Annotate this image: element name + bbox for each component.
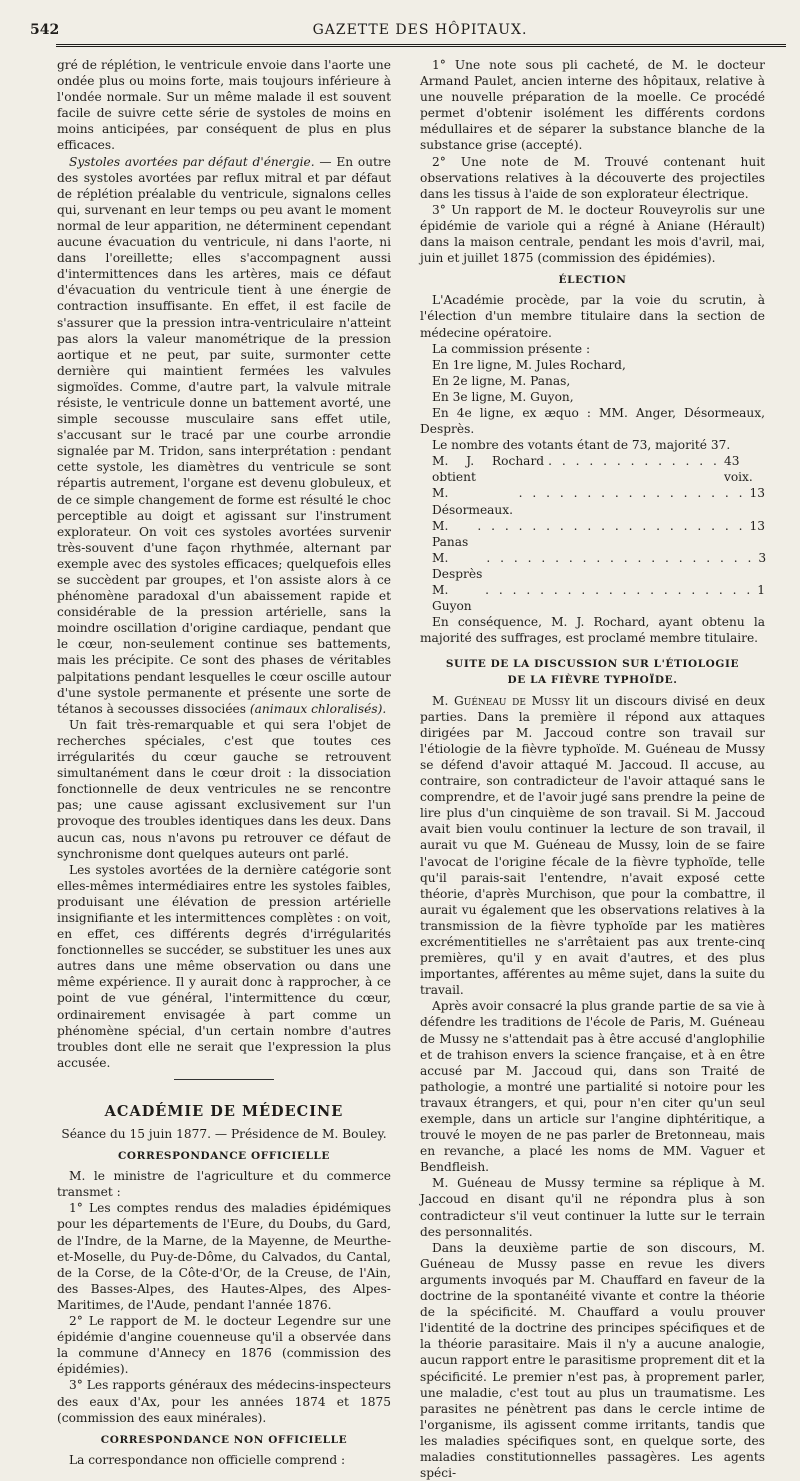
paragraph: 3° Un rapport de M. le docteur Rouveyrolis sur une épidémie de variole qui a régné à Aniane (Hérault) dans la maison centrale, pendant les mois d'avril, mai, juin et juillet 1875 (commission des épidémies). <box>420 202 765 266</box>
vote-name: M. Guyon <box>432 583 472 614</box>
list-item: En 2e ligne, M. Panas, <box>432 373 571 388</box>
nonofficial-correspondence-title: CORRESPONDANCE NON OFFICIELLE <box>100 1433 348 1446</box>
paragraph: Après avoir consacré la plus grande partie de sa vie à défendre les traditions de l'école de Paris, M. Guéneau de Mussy ne s'attendait pas à être accusé d'anglophilie et de trahison envers la science française, et à en être accusé par M. Jaccoud qui, dans son Traité de pathologie, a montré une partialité si notoire pour les travaux étrangers, et qui, pour n'en citer qu'un seul exemple, dans un article sur l'angine diphtéritique, a trouvé le moyen de ne pas parler de Bretonneau, mais en revanche, a placé les noms de MM. Vaguer et Bendfleish. <box>420 999 765 1175</box>
vote-results <box>420 453 765 614</box>
paragraph <box>420 693 765 999</box>
vote-row: M. J. Rochard obtient . . . . . . . . . . . . . 43 voix. <box>420 453 765 485</box>
left-column <box>57 57 391 1468</box>
session-line: Séance du 15 juin 1877. — Présidence de M. Bouley. <box>61 1127 387 1141</box>
vote-name: M. Panas <box>432 518 469 549</box>
paragraph: M. le ministre de l'agriculture et du commerce transmet : <box>57 1169 391 1200</box>
section-heading-italic: Systoles avortées par défaut d'énergie. <box>69 154 315 169</box>
discussion-title <box>420 656 765 688</box>
vote-count: 3 <box>758 550 767 565</box>
speaker-name: M. Guéneau de Mussy <box>432 693 570 708</box>
paragraph: Un fait très-remarquable et qui sera l'objet de recherches spéciales, c'est que toutes ces irrégularités du cœur gauche se retrouvent simultanément dans le cœur droit : la dissociation fonctionnelle de deux ventricules ne se rencontre pas; une cause agissant exclusivement sur l'un provoque des troubles identiques dans les deux. Dans aucun cas, nous n'avons pu retrouver ce défaut de synchronisme dont quelques auteurs ont parlé. <box>57 717 391 861</box>
paragraph: 1° Les comptes rendus des maladies épidémiques pour les départements de l'Eure, du Doubs, du Gard, de l'Indre, de la Marne, de la Mayenne, de Meurthe-et-Moselle, du Puy-de-Dôme, du Calvados, du Cantal, de la Corse, de la Côte-d'Or, de la Creuse, de l'Ain, des Basses-Alpes, des Hautes-Alpes, des Alpes-Maritimes, de l'Aude, pendant l'année 1876. <box>57 1201 391 1312</box>
paragraph: La correspondance non officielle comprend : <box>69 1452 346 1467</box>
running-title: GAZETTE DES HÔPITAUX. <box>312 22 528 38</box>
vote-row: M. Guyon . . . . . . . . . . . . . . . . . . . . 1 <box>420 582 765 614</box>
paragraph: En conséquence, M. J. Rochard, ayant obtenu la majorité des suffrages, est proclamé membre titulaire. <box>420 615 765 646</box>
paragraph: La commission présente : <box>432 341 591 356</box>
paragraph: L'Académie procède, par la voie du scrutin, à l'élection d'un membre titulaire dans la section de médecine opératoire. <box>420 293 765 340</box>
election-title: ÉLECTION <box>558 274 627 287</box>
vote-row: M. Panas . . . . . . . . . . . . . . . . . . . . 13 <box>420 518 765 550</box>
paragraph-text-italic: (animaux chloralisés). <box>249 701 387 716</box>
paragraph: 2° Le rapport de M. le docteur Legendre sur une épidémie d'angine couenneuse qu'il a observée dans la commune d'Annecy en 1876 (commission des épidémies). <box>57 1314 391 1377</box>
list-item: En 4e ligne, ex æquo : MM. Anger, Désormeaux, Desprès. <box>420 405 765 437</box>
vote-name: M. Desprès <box>432 550 483 581</box>
discussion-title-line: DE LA FIÈVRE TYPHOÏDE. <box>507 674 678 687</box>
vote-count: 43 voix. <box>723 454 753 485</box>
vote-name: M. J. Rochard obtient <box>432 454 545 485</box>
vote-count: 13 <box>749 486 765 501</box>
paragraph: M. Guéneau de Mussy termine sa réplique à M. Jaccoud en disant qu'il ne répondra plus à son contradicteur s'il veut continuer la lutte sur le terrain des personnalités. <box>420 1176 765 1239</box>
vote-row: M. Désormeaux. . . . . . . . . . . . . . . . . . 13 <box>420 485 765 517</box>
paragraph: gré de réplétion, le ventricule envoie dans l'aorte une ondée plus ou moins forte, mais toujours inférieure à l'ondée normale. Sur un même malade il est souvent facile de suivre cette série de systoles de moins en moins anticipées, par conséquent de plus en plus efficaces. <box>57 58 391 153</box>
paragraph-text: — En outre des systoles avortées par reflux mitral et par défaut de réplétion préalable du ventricule, signalons celles qui, survenant en leur temps ou peu avant le moment normal de leur apparition, ne déterminent cependant aucune évacuation du ventricule, ni dans l'aorte, ni dans l'oreillette; elles s'accompagnent aussi d'intermittences dans les artères, mais ce défaut d'évacuation du ventricule tient à une énergie de contraction insuffisante. En effet, il est facile de s'assurer que la pression intra-ventriculaire n'atteint pas alors la valeur manométrique de la pression aortique et ne peut, par suite, surmonter cette dernière qui maintient fermées les valvules sigmoïdes. Comme, d'autre part, la valvule mitrale résiste, le ventricule donne un battement avorté, une simple secousse musculaire sans effet utile, s'accusant sur le tracé par une courbe arrondie signalée par M. Tridon, sans interprétation : pendant cette systole, les diamètres du ventricule se sont répartis autrement, l'organe est devenu globuleux, et de ce simple changement de forme est résulté le choc perceptible au doigt et agissant sur l'instrument explorateur. On voit ces systoles avortées survenir très-souvent d'une façon rhythmée, alternant par exemple avec des systoles efficaces; quelquefois elles se succèdent par groupes, et l'on assiste alors à ce phénomène paradoxal d'un abaissement rapide et considérable de la pression artérielle, sans la moindre oscillation d'origine cardiaque, pendant que le cœur, non-seulement continue ses battements, mais les précipite. Ce sont des phases de véritables palpitations pendant lesquelles le cœur oscille autour d'une systole permanente et présente une sorte de tétanos à secousses dissociées <box>57 154 391 716</box>
official-correspondence-title: CORRESPONDANCE OFFICIELLE <box>117 1150 331 1163</box>
discussion-title-line: SUITE DE LA DISCUSSION SUR L'ÉTIOLOGIE <box>445 658 740 671</box>
header-rule <box>56 44 786 47</box>
list-item: En 3e ligne, M. Guyon, <box>432 389 574 404</box>
paragraph: Les systoles avortées de la dernière catégorie sont elles-mêmes intermédiaires entre les systoles faibles, produisant une élévation de pression artérielle insignifiante et les intermittences complètes : on voit, en effet, ces différents degrés d'irrégularités fonctionnelles se succéder, se substituer les unes aux autres dans une même observation ou dans une même expérience. Il y aurait donc à rapprocher, à ce point de vue général, l'intermittence du cœur, ordinairement envisagée à part comme un phénomène spécial, d'un certain nombre d'autres troubles dont elle ne serait que l'expression la plus accusée. <box>57 862 391 1070</box>
page-number: 542 <box>30 22 60 38</box>
vote-name: M. Désormeaux. <box>432 486 514 517</box>
paragraph: 1° Une note sous pli cacheté, de M. le docteur Armand Paulet, ancien interne des hôpitaux, relative à une nouvelle préparation de la moelle. Ce procédé permet d'obtenir isolément les différents cordons médullaires et de séparer la substance blanche de la substance grise (accepté). <box>420 58 765 153</box>
paragraph: 3° Les rapports généraux des médecins-inspecteurs des eaux d'Ax, pour les années 1874 et 1875 (commission des eaux minérales). <box>57 1378 391 1425</box>
vote-row: M. Desprès . . . . . . . . . . . . . . . . . . . . 3 <box>420 550 765 582</box>
vote-count: 1 <box>757 583 765 597</box>
paragraph: Dans la deuxième partie de son discours, M. Guéneau de Mussy passe en revue les divers arguments invoqués par M. Chauffard en faveur de la doctrine de la spontanéité vivante et contre la théorie de la spécificité. M. Chauffard a voulu prouver l'identité de la doctrine des principes spécifiques et de la théorie parasitaire. Mais il n'y a aucune analogie, aucun rapport entre le parasitisme proprement dit et la spécificité. Le premier n'est pas, à proprement parler, une maladie, c'est tout au plus un traumatisme. Les parasites ne pénètrent pas dans le cercle intime de l'organisme, ils agissent comme irritants, tandis que les maladies spécifiques sont, en quelque sorte, des maladies constitutionnelles passagères. Les agents spéci- <box>420 1240 765 1481</box>
paragraph-text: lit un discours divisé en deux parties. Dans la première il répond aux attaques dirigées par M. Jaccoud contre son travail sur l'étiologie de la fièvre typhoïde. M. Guéneau de Mussy se défend d'avoir attaqué M. Jaccoud. Il accuse, au contraire, son contradicteur de l'avoir attaqué sans le comprendre, et de l'avoir jugé sans prendre la peine de lire plus d'un cinquième de son travail. Si M. Jaccoud avait bien voulu continuer la lecture de son travail, il aurait vu que M. Guéneau de Mussy, loin de se faire l'avocat de l'origine fécale de la fièvre typhoïde, telle qu'il parais-sait l'entendre, n'avait exposé cette théorie, d'après Murchison, que pour la combattre, il aurait vu également que les observations relatives à la transmission de la fièvre typhoïde par les matières excrémentitielles ne s'arrêtaient pas aux trente-cinq premières, qu'il y en avait d'autres, et des plus importantes, afférentes au même sujet, dans la suite du travail. <box>420 693 765 998</box>
page-header <box>30 22 790 42</box>
paragraph: 2° Une note de M. Trouvé contenant huit observations relatives à la découverte des projectiles dans les tissus à l'aide de son explorateur électrique. <box>420 154 765 201</box>
vote-count: 13 <box>749 518 765 533</box>
paragraph <box>57 154 391 717</box>
paragraph: Le nombre des votants étant de 73, majorité 37. <box>432 438 731 453</box>
right-column <box>420 57 765 1481</box>
academy-title: ACADÉMIE DE MÉDECINE <box>104 1102 344 1120</box>
section-separator <box>174 1079 274 1080</box>
list-item: En 1re ligne, M. Jules Rochard, <box>432 357 626 372</box>
